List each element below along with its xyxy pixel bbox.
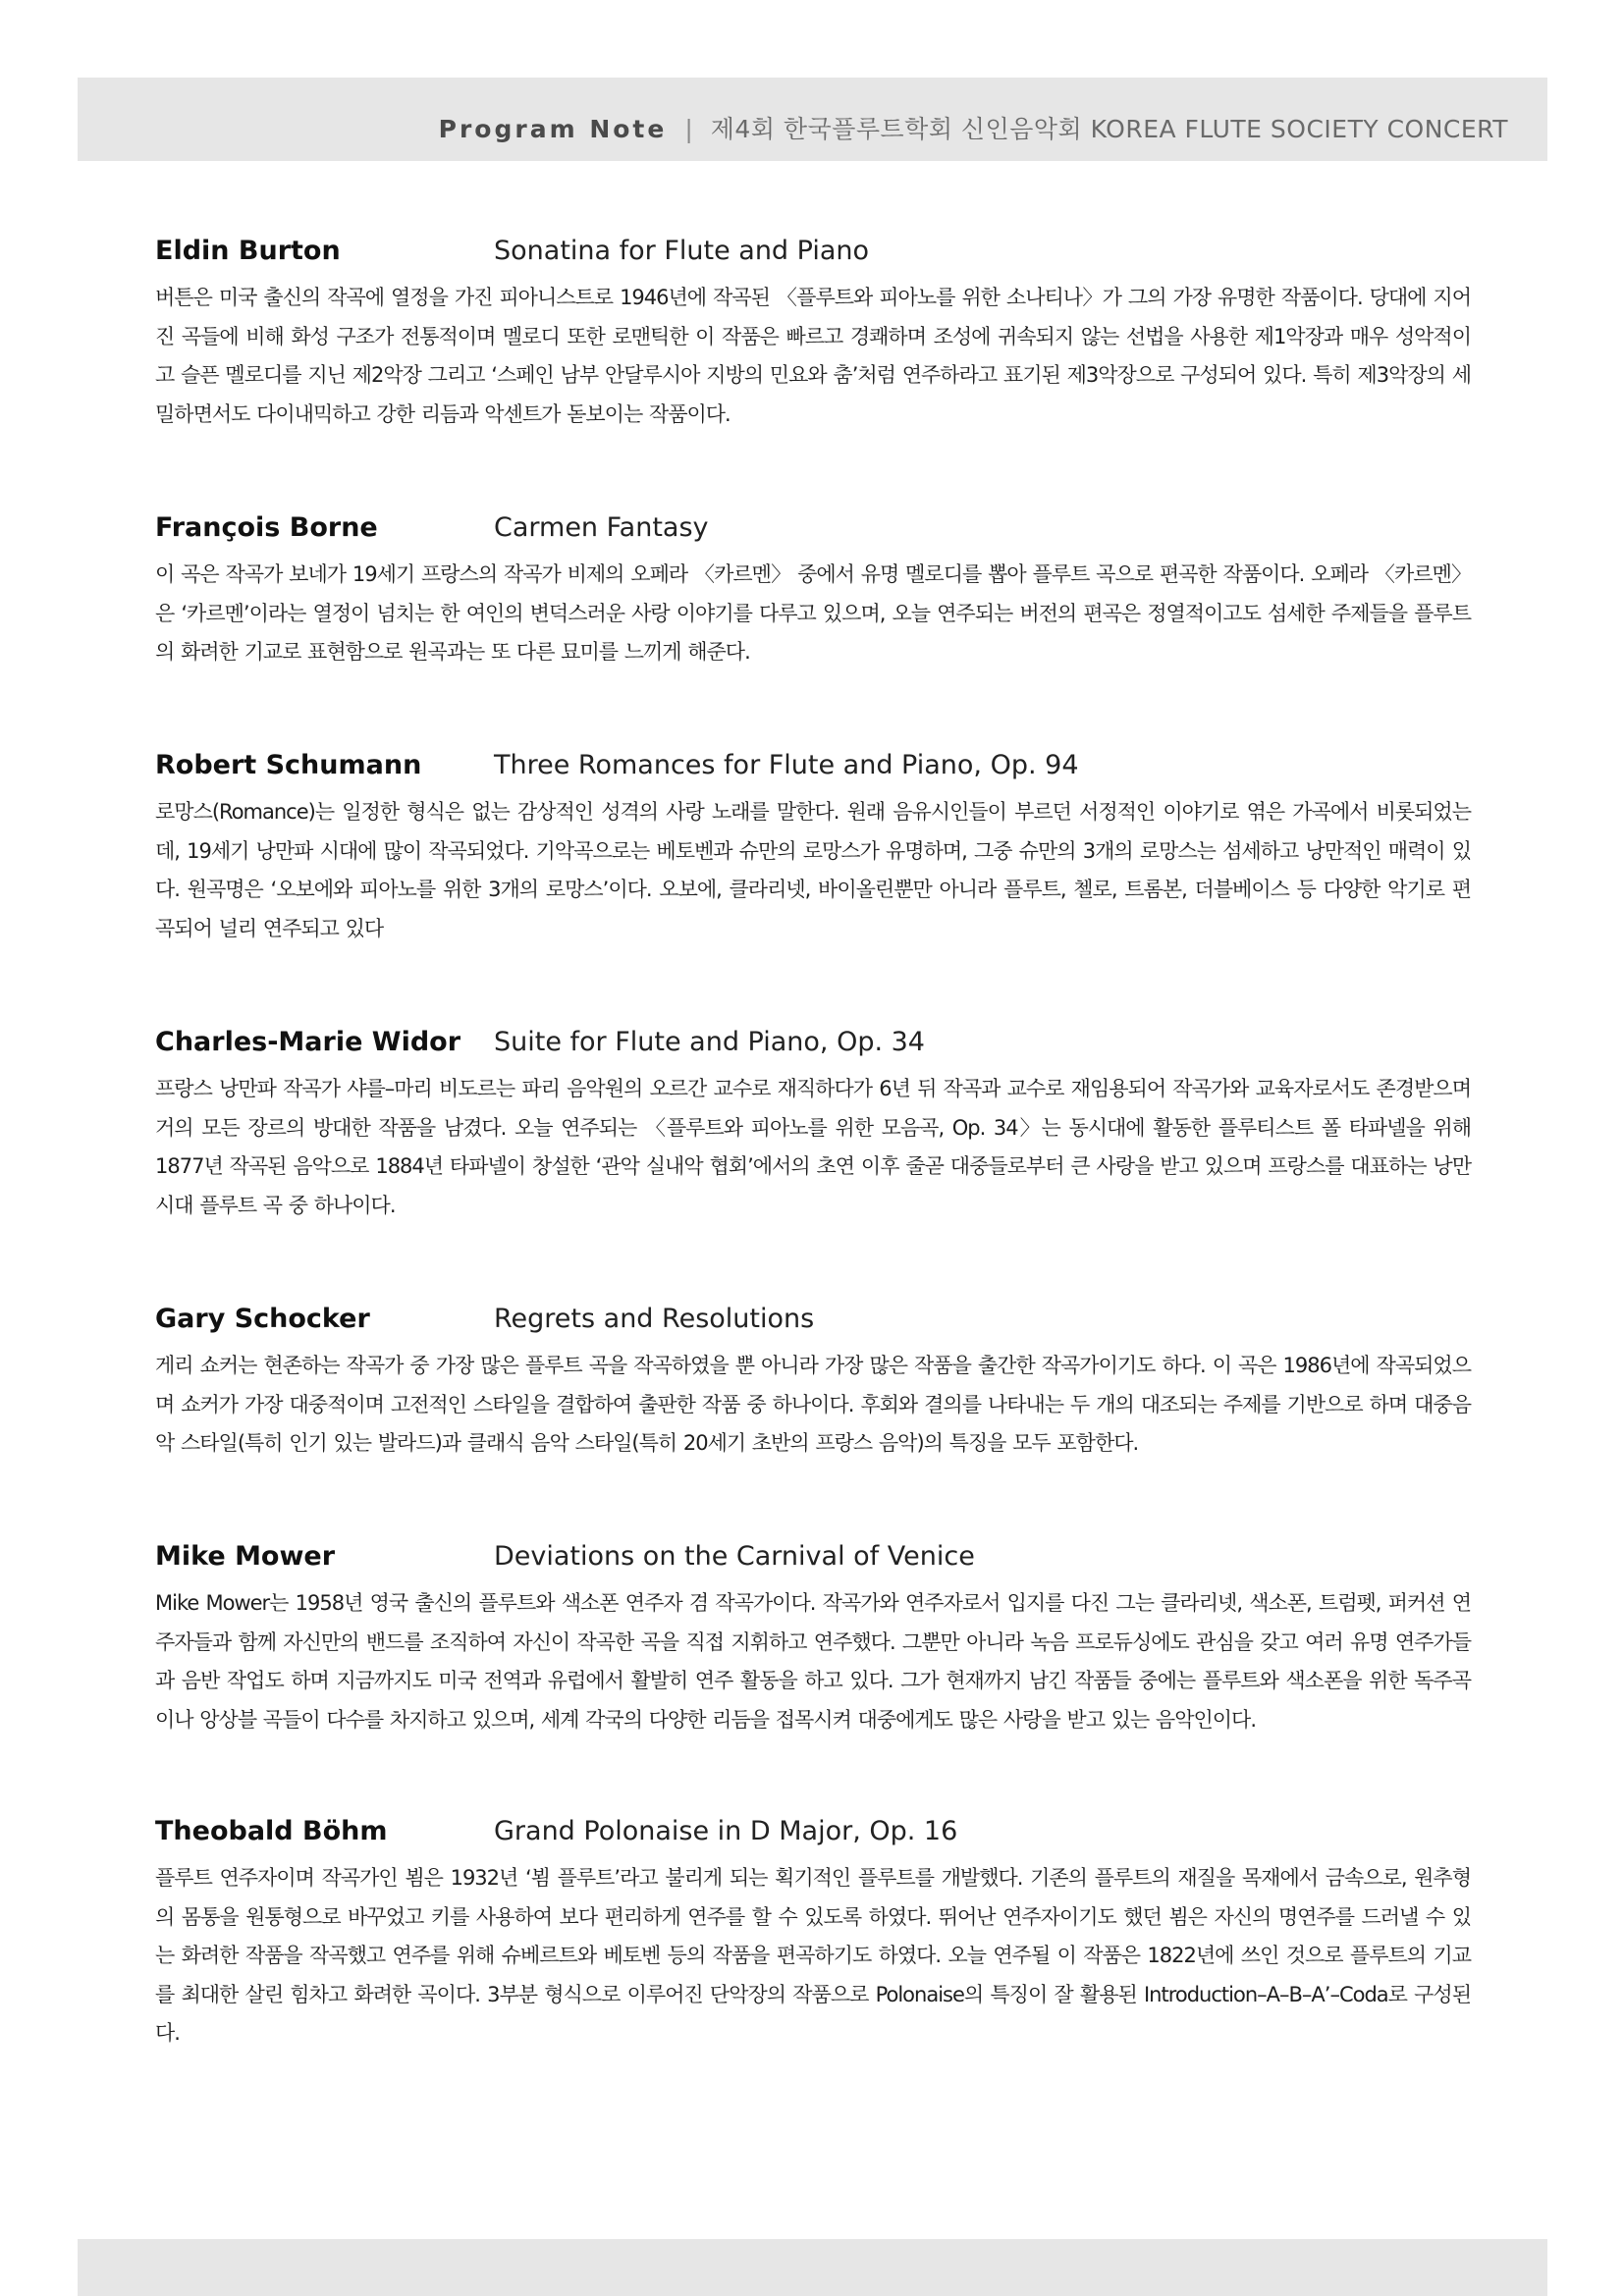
note-body: 플루트 연주자이며 작곡가인 뵘은 1932년 ‘뵘 플루트’라고 불리게 되는 획기적인 플루트를 개발했다. 기존의 플루트의 재질을 목재에서 금속으로, 원추형의 몸통을 원통형으로 바꾸었고 키를 사용하여 보다 편리하게 연주를 할 수 있도록 하였다. 뛰어난 연주자이기도 했던 뵘은 자신의 명연주를 드러낼 수 있는 화려한 작품을 작곡했고 연주를 위해 슈베르트와 베토벤 등의 작품을 편곡하기도 하였다. 오늘 연주될 이 작품은 1822년에 쓰인 것으로 플루트의 기교를 최대한 살린 힘차고 화려한 곡이다. 3부분 형식으로 이루어진 단악장의 작품으로 Polonaise의 특징이 잘 활용된 Introduction–A–B–A’–Coda로 구성된다. bbox=[155, 1866, 1471, 2045]
composer-name: Eldin Burton bbox=[155, 236, 341, 266]
note-body: 프랑스 낭만파 작곡가 샤를–마리 비도르는 파리 음악원의 오르간 교수로 재직하다가 6년 뒤 작곡과 교수로 재임용되어 작곡가와 교육자로서도 존경받으며 거의 모든 장르의 방대한 작품을 남겼다. 오늘 연주되는 〈플루트와 피아노를 위한 모음곡, Op. 34〉는 동시대에 활동한 플루티스트 폴 타파넬을 위해 1877년 작곡된 음악으로 1884년 타파넬이 창설한 ‘관악 실내악 협회’에서의 초연 이후 줄곧 대중들로부터 큰 사랑을 받고 있으며 프랑스를 대표하는 낭만 시대 플루트 곡 중 하나이다. bbox=[155, 1077, 1471, 1217]
header-text bbox=[439, 78, 1508, 161]
note-body: 버튼은 미국 출신의 작곡에 열정을 가진 피아니스트로 1946년에 작곡된 〈플루트와 피아노를 위한 소나티나〉가 그의 가장 유명한 작품이다. 당대에 지어진 곡들에 비해 화성 구조가 전통적이며 멜로디 또한 로맨틱한 이 작품은 빠르고 경쾌하며 조성에 귀속되지 않는 선법을 사용한 제1악장과 매우 성악적이고 슬픈 멜로디를 지닌 제2악장 그리고 ‘스페인 남부 안달루시아 지방의 민요와 춤’처럼 연주하라고 표기된 제3악장으로 구성되어 있다. 특히 제3악장의 세밀하면서도 다이내믹하고 강한 리듬과 악센트가 돋보이는 작품이다. bbox=[155, 286, 1471, 426]
composer-name: Gary Schocker bbox=[155, 1304, 370, 1334]
composer-name: Charles-Marie Widor bbox=[155, 1027, 461, 1057]
work-title: Three Romances for Flute and Piano, Op. 94 bbox=[494, 750, 1079, 780]
footer-bar bbox=[78, 2239, 1547, 2296]
program-note-borne bbox=[155, 512, 1471, 672]
note-heading bbox=[155, 1304, 1471, 1343]
work-title: Regrets and Resolutions bbox=[494, 1304, 815, 1334]
note-heading bbox=[155, 512, 1471, 552]
program-note-mower bbox=[155, 1541, 1471, 1739]
header-subtitle: 제4회 한국플루트학회 신인음악회 KOREA FLUTE SOCIETY CONCERT bbox=[710, 115, 1508, 143]
header-bar bbox=[78, 78, 1547, 161]
note-heading bbox=[155, 1541, 1471, 1580]
composer-name: François Borne bbox=[155, 512, 378, 543]
note-heading bbox=[155, 1816, 1471, 1855]
program-note-schumann bbox=[155, 750, 1471, 948]
work-title: Suite for Flute and Piano, Op. 34 bbox=[494, 1027, 925, 1057]
note-body: Mike Mower는 1958년 영국 출신의 플루트와 색소폰 연주자 겸 작곡가이다. 작곡가와 연주자로서 입지를 다진 그는 클라리넷, 색소폰, 트럼펫, 퍼커션 연주자들과 함께 자신만의 밴드를 조직하여 자신이 작곡한 곡을 직접 지휘하고 연주했다. 그뿐만 아니라 녹음 프로듀싱에도 관심을 갖고 여러 유명 연주가들과 음반 작업도 하며 지금까지도 미국 전역과 유럽에서 활발히 연주 활동을 하고 있다. 그가 현재까지 남긴 작품들 중에는 플루트와 색소폰을 위한 독주곡이나 앙상블 곡들이 다수를 차지하고 있으며, 세계 각국의 다양한 리듬을 접목시켜 대중에게도 많은 사랑을 받고 있는 음악인이다. bbox=[155, 1591, 1471, 1732]
note-body: 이 곡은 작곡가 보네가 19세기 프랑스의 작곡가 비제의 오페라 〈카르멘〉 중에서 유명 멜로디를 뽑아 플루트 곡으로 편곡한 작품이다. 오페라 〈카르멘〉은 ‘카르멘’이라는 열정이 넘치는 한 여인의 변덕스러운 사랑 이야기를 다루고 있으며, 오늘 연주되는 버전의 편곡은 정열적이고도 섬세한 주제들을 플루트의 화려한 기교로 표현함으로 원곡과는 또 다른 묘미를 느끼게 해준다. bbox=[155, 562, 1471, 664]
note-heading bbox=[155, 236, 1471, 275]
note-body: 게리 쇼커는 현존하는 작곡가 중 가장 많은 플루트 곡을 작곡하였을 뿐 아니라 가장 많은 작품을 출간한 작곡가이기도 하다. 이 곡은 1986년에 작곡되었으며 쇼커가 가장 대중적이며 고전적인 스타일을 결합하여 출판한 작품 중 하나이다. 후회와 결의를 나타내는 두 개의 대조되는 주제를 기반으로 하며 대중음악 스타일(특히 인기 있는 발라드)과 클래식 음악 스타일(특히 20세기 초반의 프랑스 음악)의 특징을 모두 포함한다. bbox=[155, 1354, 1471, 1455]
program-note-bohm bbox=[155, 1816, 1471, 2054]
note-heading bbox=[155, 1027, 1471, 1066]
composer-name: Theobald Böhm bbox=[155, 1816, 388, 1846]
work-title: Deviations on the Carnival of Venice bbox=[494, 1541, 975, 1572]
header-label: Program Note bbox=[438, 115, 668, 143]
program-note-widor bbox=[155, 1027, 1471, 1225]
program-note-burton bbox=[155, 236, 1471, 434]
work-title: Sonatina for Flute and Piano bbox=[494, 236, 870, 266]
work-title: Carmen Fantasy bbox=[494, 512, 709, 543]
composer-name: Robert Schumann bbox=[155, 750, 422, 780]
work-title: Grand Polonaise in D Major, Op. 16 bbox=[494, 1816, 958, 1846]
header-separator: | bbox=[684, 115, 693, 143]
note-heading bbox=[155, 750, 1471, 789]
note-body: 로망스(Romance)는 일정한 형식은 없는 감상적인 성격의 사랑 노래를 말한다. 원래 음유시인들이 부르던 서정적인 이야기로 엮은 가곡에서 비롯되었는데, 19세기 낭만파 시대에 많이 작곡되었다. 기악곡으로는 베토벤과 슈만의 로망스가 유명하며, 그중 슈만의 3개의 로망스는 섬세하고 낭만적인 매력이 있다. 원곡명은 ‘오보에와 피아노를 위한 3개의 로망스’이다. 오보에, 클라리넷, 바이올린뿐만 아니라 플루트, 첼로, 트롬본, 더블베이스 등 다양한 악기로 편곡되어 널리 연주되고 있다 bbox=[155, 800, 1471, 940]
program-note-schocker bbox=[155, 1304, 1471, 1464]
composer-name: Mike Mower bbox=[155, 1541, 336, 1572]
